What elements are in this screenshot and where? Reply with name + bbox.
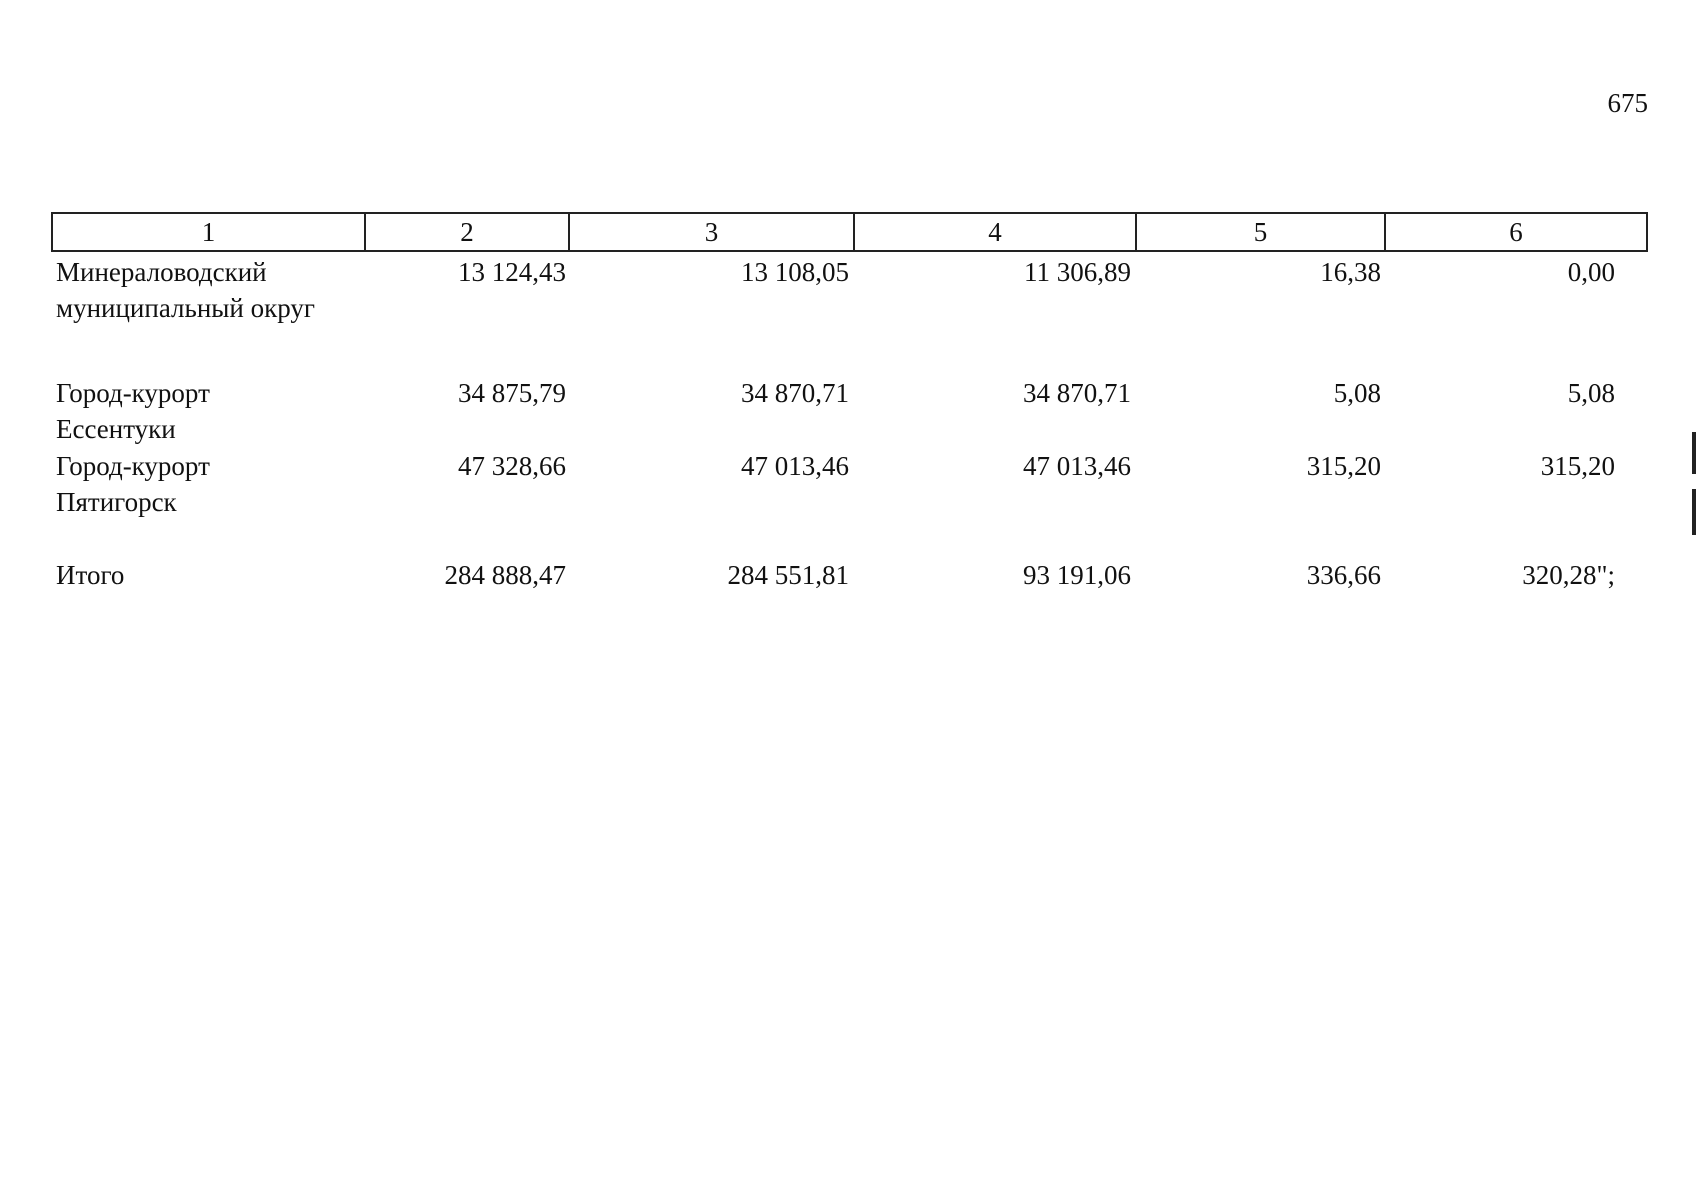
row-name-line: Ессентуки xyxy=(56,414,176,444)
table-row xyxy=(51,254,1648,326)
table-cell: 47 328,66 xyxy=(458,451,566,481)
table-header-cell: 2 xyxy=(366,214,570,250)
table-cell: 93 191,06 xyxy=(1023,560,1131,590)
table-cell: 34 870,71 xyxy=(741,378,849,408)
row-name-cell xyxy=(51,557,364,593)
table-cell: 34 870,71 xyxy=(1023,378,1131,408)
page-number: 675 xyxy=(1607,88,1648,118)
row-name-line: Минераловодский xyxy=(56,257,267,287)
table-header-cell: 6 xyxy=(1509,217,1523,247)
row-name-line: Пятигорск xyxy=(56,487,177,517)
table-cell: 5,08 xyxy=(1333,378,1381,408)
table-cell: 34 875,79 xyxy=(458,378,566,408)
table-cell: 284 888,47 xyxy=(444,560,566,590)
row-name-cell xyxy=(51,254,364,326)
table-row xyxy=(51,375,1648,447)
table-cell: 336,66 xyxy=(1306,560,1381,590)
row-name-cell xyxy=(51,448,364,520)
table-cell: 16,38 xyxy=(1320,257,1381,287)
table-cell: 284 551,81 xyxy=(727,560,849,590)
row-name-line: муниципальный округ xyxy=(56,293,315,323)
row-name-line: Город-курорт xyxy=(56,451,210,481)
table-header-cell: 1 xyxy=(53,214,366,250)
table-cell: 5,08 xyxy=(1567,378,1615,408)
table-cell: 0,00 xyxy=(1567,257,1615,287)
table-row-total xyxy=(51,557,1648,593)
row-name-line: Итого xyxy=(56,560,125,590)
table-cell: 11 306,89 xyxy=(1024,257,1131,287)
table-header-row xyxy=(51,212,1648,252)
row-name-cell xyxy=(51,375,364,447)
scan-edge-mark xyxy=(1692,432,1696,474)
table-cell: 47 013,46 xyxy=(1023,451,1131,481)
table-cell: 315,20 xyxy=(1540,451,1615,481)
table-row xyxy=(51,448,1648,520)
table-cell: 315,20 xyxy=(1306,451,1381,481)
table-cell: 13 108,05 xyxy=(741,257,849,287)
table-header-cell: 5 xyxy=(1137,214,1386,250)
row-name-line: Город-курорт xyxy=(56,378,210,408)
table-cell: 320,28"; xyxy=(1522,560,1615,590)
table-header-cell: 4 xyxy=(855,214,1137,250)
table-header-cell: 3 xyxy=(570,214,855,250)
table-cell: 13 124,43 xyxy=(458,257,566,287)
scan-edge-mark xyxy=(1692,489,1696,535)
table-cell: 47 013,46 xyxy=(741,451,849,481)
